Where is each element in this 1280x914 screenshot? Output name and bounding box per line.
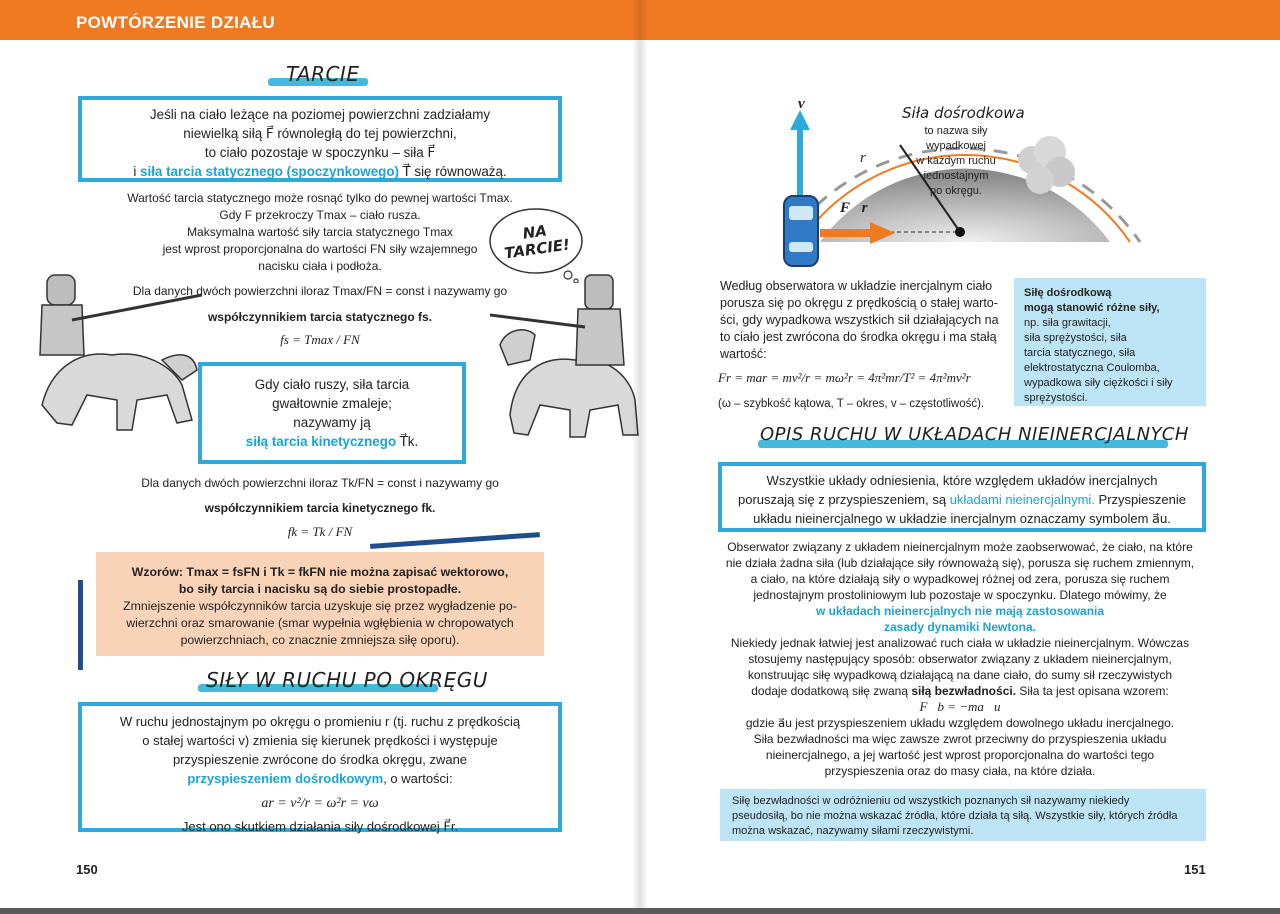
knight-left-illustration [12,255,202,435]
formula-static: fs = Tmax / FN [280,332,360,347]
heading-circular-motion: SIŁY W RUCHU PO OKRĘGU [206,668,488,692]
page-gutter [632,0,648,908]
pseudoforce-note: Siłę bezwładności w odróżnieniu od wszystkich poznanych sił nazywamy niekiedy pseudosiłą, bo nie można wskazać źródła, które działa tą siłą. Wszystkie siły, których źródła można wskazać, nazywamy siłami rzeczywistymi. [720,789,1206,841]
cloud-icon [1012,130,1082,200]
accent-line [78,580,83,670]
tarcie-intro-line: to ciało pozostaje w spoczynku – siła F⃗ [204,145,436,160]
term-inertial-force: siłą bezwładności. [911,684,1017,698]
heading-tarcie: TARCIE [286,62,360,86]
tarcie-intro-line: Jeśli na ciało leżące na poziomej powierzchni zadziałamy [149,107,491,122]
page-number-right: 151 [1184,862,1206,877]
term-newton-laws-not-apply: w układach nieinercjalnych nie mają zastosowania [815,604,1105,618]
term-centripetal-acceleration: przyspieszeniem dośrodkowym [187,771,384,786]
page-151 [640,0,1280,908]
circular-motion-box: W ruchu jednostajnym po okręgu o promieniu r (tj. ruchu z prędkością o stałej wartości v) zmienia się kierunek prędkości i występuje przyspieszenie zwrócone do środka okręgu, zwane przyspieszeniem dośrodkowym, o wartości: ar = v²/r = ω²r = vω Jest ono skutkiem działania siły dośrodkowej F⃗r. [78,702,562,832]
sidebar-centripetal-sources: Siłę dośrodkową mogą stanowić różne siły, np. siła grawitacji, siła sprężystości, siła tarcia statycznego, siła elektrostatyczna Coulomba, wypadkowa siły ciężkości i siły sprężystości. [1014,278,1206,406]
chapter-bar [0,0,640,40]
diagram-description: to nazwa siły wypadkowej w każdym ruchu jednostajnym po okręgu. [916,125,996,197]
text-kinetic-coefficient: współczynnikiem tarcia kinetycznego fk. [204,501,436,515]
formula-centripetal-force: Fr = mar = mv²/r = mω²r = 4π²mr/T² = 4π²mv²r [718,370,971,385]
chapter-bar [640,0,1280,40]
label-radius: r [860,150,866,166]
text-static-friction: Wartość tarcia statycznego może rosnąć tylko do pewnej wartości Tmax. Gdy F przekroczy Tmax – ciało rusza. Maksymalna wartość siły tarcia statycznego Tmax jest wprost proporcjonalna do wartości FN siły wzajemnego nacisku ciała i podłoża. [127,191,513,273]
label-velocity: v⃗ [798,96,817,112]
friction-note: Wzorów: Tmax = fsFN i Tk = fkFN nie można zapisać wektorowo, bo siły tarcia i nacisku są do siebie prostopadłe. Zmniejszenie współczynników tarcia uzyskuje się przez wygładzenie po- wierzchni oraz smarowanie (smar wypełnia wgłębienia w chropowatych powierzchniach, co znacznie zmniejsza siłę oporu). [96,552,544,656]
text-symbol-legend: (ω – szybkość kątowa, T – okres, v – częstotliwość). [718,398,985,410]
text-inertial-observer: Według obserwatora w układzie inercjalnym ciało porusza się po okręgu z prędkością o stałej warto- ści, gdy wypadkowa wszystkich sił działających na to ciało jest zwrócona do środka okręgu i ma stałą wartość: [720,279,999,361]
term-kinetic-friction: siłą tarcia kinetycznego [245,434,397,449]
term-static-friction: siła tarcia statycznego (spoczynkowego) [140,164,399,179]
car-icon [782,194,820,268]
force-arrow-icon [820,222,895,244]
page-number-left: 150 [76,862,98,877]
text-ratio-static: Dla danych dwóch powierzchni iloraz Tmax/FN = const i nazywamy go [132,284,508,298]
non-inertial-definition-box: Wszystkie układy odniesienia, które względem układów inercjalnych poruszają się z przyspieszeniem, są układami nieinercjalnymi. Przyspieszenie układu nieinercjalnego w układzie inercjalnym oznaczamy symbolem a⃗u. [718,462,1206,532]
label-centripetal-force: F⃗r [840,200,868,216]
velocity-arrow-icon [790,110,810,200]
page-150 [0,0,640,908]
tarcie-intro-line: niewielką siłą F⃗ równoległą do tej powierzchni, [183,126,457,141]
formula-inertial-force: F⃗b = −ma⃗u [919,699,1001,714]
knight-right-illustration [490,265,640,440]
diagram-title: Siła dośrodkowa [902,104,1025,122]
formula-kinetic: fk = Tk / FN [287,524,353,539]
tarcie-intro-box [78,96,562,182]
text-static-coefficient: współczynnikiem tarcia statycznego fs. [207,310,433,324]
kinetic-friction-box: Gdy ciało ruszy, siła tarcia gwałtownie zmaleje; nazywamy ją siłą tarcia kinetycznego T⃗k. [198,362,466,464]
text-non-inertial-observer: Obserwator związany z układem nieinercjalnym może zaobserwować, że ciało, na które nie działa żadna siła (lub działające siły równoważą się), porusza się ruchem zmiennym, a ciało, na które działają siły o wypadkowej różnej od zera, porusza się ruchem jednostajnym prostoliniowym lub pozostaje w spoczynku. Dlatego mówimy, że w układach nieinercjalnych nie mają zastosowania zasady dynamiki Newtona. Niekiedy jednak łatwiej jest analizować ruch ciała w układzie nieinercjalnym. Wówczas stosujemy następujący sposób: obserwator związany z układem nieinercjalnym, konstruując siłę wypadkową działającą na dane ciało, do sumy sił rzeczywistych dodaje dodatkową siłę zwaną siłą bezwładności. Siła ta jest opisana wzorem: F⃗b = −ma⃗u gdzie a⃗u jest przyspieszeniem układu względem dowolnego układu inercjalnego. Siła bezwładności ma więc zawsze zwrot przeciwny do przyspieszenia układu nieinercjalnego, a jej wartość jest wprost proporcjonalna do wartości tego przyspieszenia oraz do masy ciała, na które działa. [710,539,1210,779]
term-newton-laws: zasady dynamiki Newtona. [883,620,1037,634]
formula-centripetal: ar = v²/r = ω²r = vω [261,796,379,811]
term-non-inertial-frames: układami nieinercjalnymi. [949,492,1095,507]
text-ratio-kinetic: Dla danych dwóch powierzchni iloraz Tk/FN = const i nazywamy go [141,476,499,490]
heading-non-inertial: OPIS RUCHU W UKŁADACH NIEINERCJALNYCH [760,424,1189,445]
bubble-text: NA TARCIE! [503,221,571,263]
chapter-title: POWTÓRZENIE DZIAŁU [76,13,275,32]
tarcie-intro-line: i siła tarcia statycznego (spoczynkowego) T⃗ się równoważą. [133,164,507,179]
